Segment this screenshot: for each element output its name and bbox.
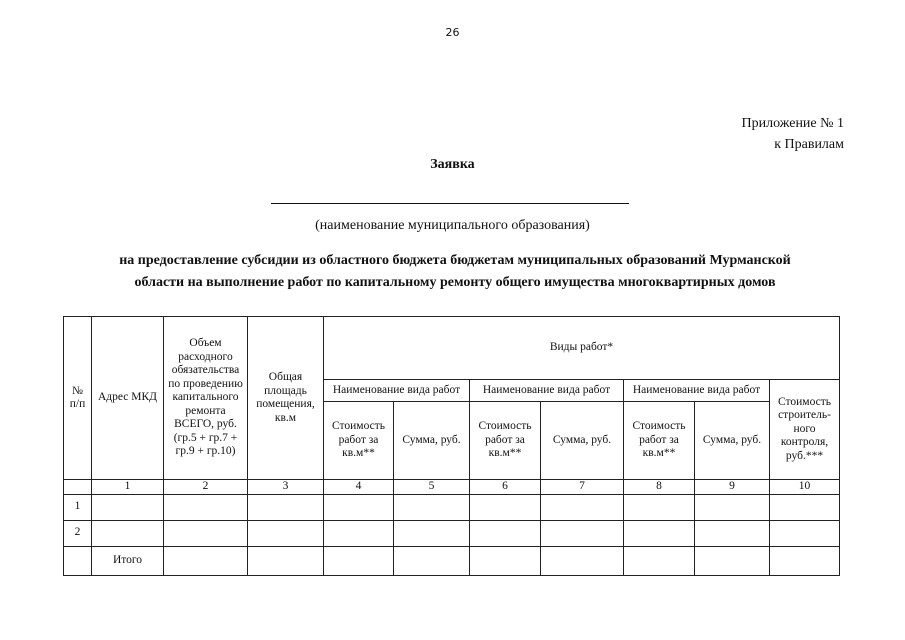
- total-row: [64, 546, 840, 575]
- header-sum-2: Сумма, руб.: [541, 402, 624, 480]
- table-cell: [695, 520, 770, 546]
- appendix-reference: [742, 113, 845, 155]
- municipality-caption: (наименование муниципального образования): [315, 218, 590, 233]
- table-cell: [324, 520, 394, 546]
- column-number-blank: [64, 480, 92, 495]
- header-work-name-2: Наименование вида работ: [470, 380, 624, 402]
- table-cell: [394, 494, 470, 520]
- header-address: Адрес МКД: [92, 317, 164, 480]
- column-number: 4: [324, 480, 394, 495]
- table-cell: [541, 520, 624, 546]
- table-cell: [624, 520, 695, 546]
- column-number: 2: [164, 480, 248, 495]
- table-row: [64, 494, 840, 520]
- total-cell: [248, 546, 324, 575]
- purpose-line-1: на предоставление субсидии из областного бюджета бюджетам муниципальных образований Мурманской: [119, 253, 791, 268]
- table-cell: [624, 494, 695, 520]
- table-cell: [248, 520, 324, 546]
- table-cell: [324, 494, 394, 520]
- column-number: 9: [695, 480, 770, 495]
- header-sum-3: Сумма, руб.: [695, 402, 770, 480]
- header-num: № п/п: [64, 317, 92, 480]
- header-sum-1: Сумма, руб.: [394, 402, 470, 480]
- column-number: 5: [394, 480, 470, 495]
- appendix-line-1: Приложение № 1: [741, 116, 844, 131]
- column-number-row: [64, 480, 840, 495]
- total-cell: [541, 546, 624, 575]
- total-cell: [770, 546, 840, 575]
- page-number: 26: [445, 26, 460, 39]
- row-number: 2: [64, 520, 92, 546]
- table-cell: [394, 520, 470, 546]
- table-cell: [92, 520, 164, 546]
- table-cell: [92, 494, 164, 520]
- request-table: [63, 316, 840, 576]
- purpose-line-2: области на выполнение работ по капитальному ремонту общего имущества многоквартирных домов: [134, 275, 776, 290]
- total-cell: [324, 546, 394, 575]
- table-cell: [470, 494, 541, 520]
- header-construction-control: Стоимость строитель-ного контроля, руб.***: [770, 380, 840, 480]
- column-number: 7: [541, 480, 624, 495]
- application-purpose: [60, 250, 850, 294]
- header-cost-sqm-2: Стоимость работ за кв.м**: [470, 402, 541, 480]
- municipality-fill-line: [271, 203, 629, 204]
- table-cell: [695, 494, 770, 520]
- total-cell: [164, 546, 248, 575]
- document-title: Заявка: [430, 157, 475, 172]
- column-number: 10: [770, 480, 840, 495]
- total-cell: [470, 546, 541, 575]
- table-cell: [541, 494, 624, 520]
- table-cell: [770, 520, 840, 546]
- total-cell: [695, 546, 770, 575]
- header-work-kinds: Виды работ*: [324, 317, 840, 380]
- table-row: [64, 520, 840, 546]
- appendix-line-2: к Правилам: [774, 137, 844, 152]
- table-cell: [248, 494, 324, 520]
- table-cell: [164, 520, 248, 546]
- total-cell: [394, 546, 470, 575]
- header-obligation: Объем расходного обязательства по проведению капитального ремонта ВСЕГО, руб. (гр.5 + гр.7 + гр.9 + гр.10): [164, 317, 248, 480]
- header-work-name-3: Наименование вида работ: [624, 380, 770, 402]
- column-number: 6: [470, 480, 541, 495]
- header-work-name-1: Наименование вида работ: [324, 380, 470, 402]
- column-number: 3: [248, 480, 324, 495]
- table-cell: [164, 494, 248, 520]
- column-number: 8: [624, 480, 695, 495]
- column-number: 1: [92, 480, 164, 495]
- row-number: 1: [64, 494, 92, 520]
- total-blank: [64, 546, 92, 575]
- table-cell: [470, 520, 541, 546]
- header-cost-sqm-3: Стоимость работ за кв.м**: [624, 402, 695, 480]
- header-row-1: [64, 317, 840, 380]
- header-area: Общая площадь помещения, кв.м: [248, 317, 324, 480]
- table-cell: [770, 494, 840, 520]
- total-label: Итого: [92, 546, 164, 575]
- total-cell: [624, 546, 695, 575]
- header-cost-sqm-1: Стоимость работ за кв.м**: [324, 402, 394, 480]
